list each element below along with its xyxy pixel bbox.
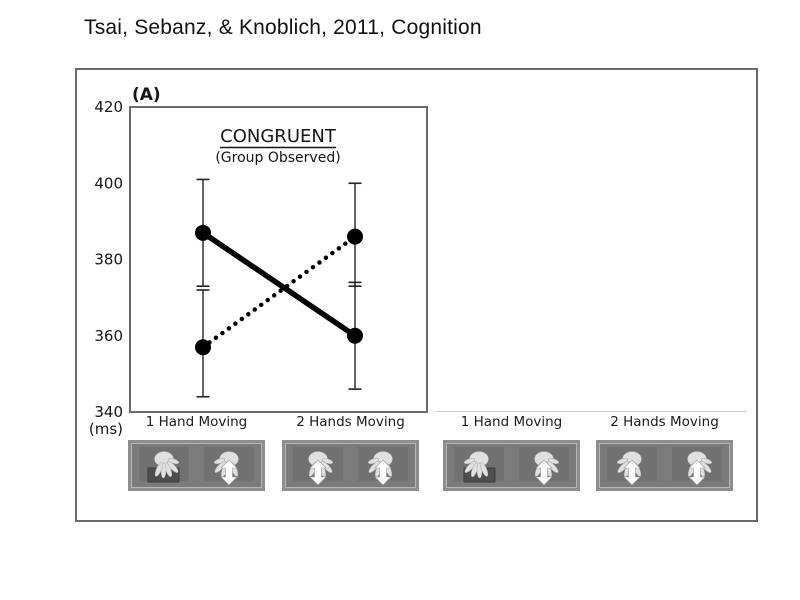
hand-stimulus-frame bbox=[293, 447, 343, 485]
series-line-solid bbox=[203, 233, 355, 336]
citation-title: Tsai, Sebanz, & Knoblich, 2011, Cognition bbox=[84, 16, 482, 39]
moving-hand bbox=[354, 446, 412, 486]
y-axis-unit-label: (ms) bbox=[88, 420, 123, 438]
stimulus-box-inner bbox=[131, 443, 262, 488]
chart-subtitle: (Group Observed) bbox=[215, 150, 341, 166]
stimulus-box bbox=[596, 440, 733, 491]
y-tick-label: 340 bbox=[94, 403, 123, 421]
hand-stimulus-icon bbox=[289, 446, 347, 486]
stimulus-box bbox=[443, 440, 580, 491]
moving-hand bbox=[289, 446, 347, 486]
hand-stimulus-icon bbox=[135, 446, 193, 486]
stimulus-label: 2 Hands Moving bbox=[610, 414, 719, 430]
y-tick-label: 400 bbox=[94, 174, 123, 193]
stimulus-group bbox=[596, 414, 733, 491]
data-point-marker bbox=[347, 328, 363, 344]
data-point-marker bbox=[195, 225, 211, 241]
stimulus-group bbox=[282, 414, 419, 491]
stimulus-label: 2 Hands Moving bbox=[296, 414, 405, 430]
hand-stimulus-frame bbox=[358, 447, 408, 485]
static-hand bbox=[450, 446, 508, 486]
hand-stimulus-frame bbox=[607, 447, 657, 485]
moving-hand bbox=[515, 446, 573, 486]
hand-stimulus-frame bbox=[519, 447, 569, 485]
stimulus-row bbox=[77, 414, 756, 520]
moving-hand bbox=[200, 446, 258, 486]
series-line-dotted bbox=[203, 237, 355, 348]
hand-stimulus-frame bbox=[454, 447, 504, 482]
chart-title: CONGRUENT bbox=[220, 126, 336, 147]
stimulus-box bbox=[128, 440, 265, 491]
stimulus-group bbox=[443, 414, 580, 491]
stimulus-group bbox=[128, 414, 265, 491]
hand-stimulus-icon bbox=[668, 446, 726, 486]
y-tick-label: 360 bbox=[94, 326, 123, 345]
stimulus-box bbox=[282, 440, 419, 491]
hand-stimulus-icon bbox=[450, 446, 508, 486]
data-point-marker bbox=[347, 229, 363, 245]
hand-stimulus-icon bbox=[200, 446, 258, 486]
hand-stimulus-icon bbox=[354, 446, 412, 486]
hand-stimulus-icon bbox=[603, 446, 661, 486]
static-hand bbox=[135, 446, 193, 486]
hand-stimulus-icon bbox=[515, 446, 573, 486]
stimulus-label: 1 Hand Moving bbox=[145, 414, 248, 430]
y-tick-label: 380 bbox=[94, 250, 123, 269]
stimulus-box-inner bbox=[285, 443, 416, 488]
panel-label: (A) bbox=[132, 85, 161, 105]
stimulus-box-inner bbox=[446, 443, 577, 488]
hand-stimulus-frame bbox=[204, 447, 254, 485]
stimulus-box-inner bbox=[599, 443, 730, 488]
moving-hand bbox=[668, 446, 726, 486]
hand-stimulus-frame bbox=[139, 447, 189, 482]
figure-panel bbox=[75, 68, 758, 522]
stimulus-label: 1 Hand Moving bbox=[460, 414, 563, 430]
hand-stimulus-frame bbox=[672, 447, 722, 485]
divider-line bbox=[435, 411, 747, 412]
moving-hand bbox=[603, 446, 661, 486]
data-point-marker bbox=[195, 339, 211, 355]
y-tick-label: 420 bbox=[94, 98, 123, 116]
